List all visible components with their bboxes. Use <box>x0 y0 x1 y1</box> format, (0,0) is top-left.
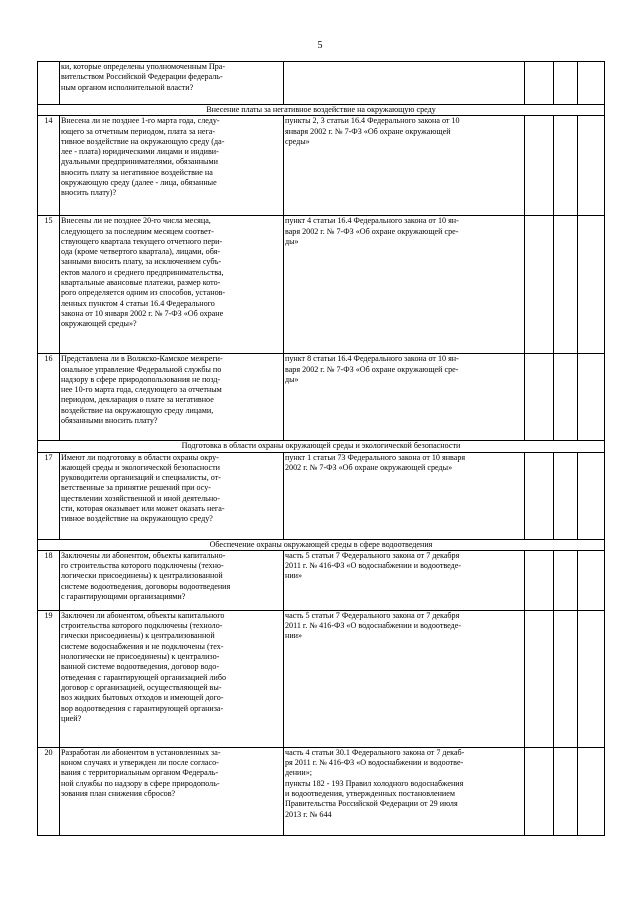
checklist-table <box>37 61 605 836</box>
section-header-row <box>38 539 605 550</box>
answer-no-cell <box>554 354 578 441</box>
answer-yes-cell <box>525 747 554 835</box>
answer-yes-cell <box>525 62 554 105</box>
answer-na-cell <box>578 354 605 441</box>
answer-no-cell <box>554 62 578 105</box>
answer-na-cell <box>578 216 605 354</box>
legal-reference: пункт 8 статьи 16.4 Федерального закона от 10 ян- варя 2002 г. № 7-ФЗ «Об охране окружающей сре- ды» <box>284 354 525 441</box>
section-title: Обеспечение охраны окружающей среды в сфере водоотведения <box>38 539 605 550</box>
requirement-question: Внесены ли не позднее 20-го числа месяца, следующего за последним месяцем соответ- ствующего квартала текущего отчетного пери- ода (кроме четвертого квартала), лицами, обя- занными вносить плату, за исключением субъ- ектов малого и среднего предпринимательства, квартальные авансовые платежи, размер кото- рого определяется одним из способов, установ- ленных пунктом 4 статьи 16.4 Федерального закона от 10 января 2002 г. № 7-ФЗ «Об охране окружающей среды»? <box>60 216 284 354</box>
answer-yes-cell <box>525 116 554 216</box>
item-number: 17 <box>38 452 60 539</box>
answer-no-cell <box>554 747 578 835</box>
requirement-question: Имеют ли подготовку в области охраны окру- жающей среды и экологической безопасности руководители организаций и специалисты, от- ветственные за принятие решений при осу- ществлении хозяйственной и иной деятельно- сти, которая оказывает или может оказать нега- тивное воздействие на окружающую среду? <box>60 452 284 539</box>
table-row <box>38 354 605 441</box>
answer-yes-cell <box>525 550 554 610</box>
item-number: 14 <box>38 116 60 216</box>
answer-no-cell <box>554 216 578 354</box>
section-header-row <box>38 441 605 452</box>
answer-na-cell <box>578 747 605 835</box>
requirement-question: Заключен ли абонентом, объекты капитального строительства которого подключены (техноло- гически присоединены) к централизованной системе водоснабжения и не подключены (тех- нологически не присоединены) к централизо- ванной системе водоотведения, договор водо- отведения с гарантирующей организацией либо договор с организацией, осуществляющей вы- воз жидких бытовых отходов и имеющей дого- вор водоотведения с гарантирующей организа- цией? <box>60 610 284 747</box>
item-number: 18 <box>38 550 60 610</box>
answer-na-cell <box>578 610 605 747</box>
section-title: Внесение платы за негативное воздействие на окружающую среду <box>38 105 605 116</box>
answer-no-cell <box>554 452 578 539</box>
item-number: 16 <box>38 354 60 441</box>
requirement-question: ки, которые определены уполномоченным Пра- вительством Российской Федерации федераль- ным органом исполнительной власти? <box>60 62 284 105</box>
legal-reference: часть 5 статьи 7 Федерального закона от 7 декабря 2011 г. № 416-ФЗ «О водоснабжении и водоотведе- нии» <box>284 610 525 747</box>
requirement-question: Представлена ли в Волжско-Камское межреги- ональное управление Федеральной службы по надзору в сфере природопользования не позд- нее 10-го марта года, следующего за отчетным периодом, декларация о плате за негативное воздействие на окружающую среду лицами, обязанными вносить плату? <box>60 354 284 441</box>
requirement-question: Заключены ли абонентом, объекты капитально- го строительства которого подключены (техно- логически присоединены) к централизованной системе водоотведения, договоры водоотведения с гарантирующими организациями? <box>60 550 284 610</box>
answer-no-cell <box>554 610 578 747</box>
legal-reference: пункты 2, 3 статьи 16.4 Федерального закона от 10 января 2002 г. № 7-ФЗ «Об охране окружающей среды» <box>284 116 525 216</box>
legal-reference <box>284 62 525 105</box>
answer-na-cell <box>578 116 605 216</box>
page-number: 5 <box>317 40 323 51</box>
table-row <box>38 452 605 539</box>
answer-na-cell <box>578 452 605 539</box>
answer-na-cell <box>578 550 605 610</box>
answer-yes-cell <box>525 216 554 354</box>
table-row <box>38 550 605 610</box>
answer-yes-cell <box>525 452 554 539</box>
legal-reference: часть 4 статьи 30.1 Федерального закона от 7 декаб- ря 2011 г. № 416-ФЗ «О водоснабжении и водоотве- дении»; пункты 182 - 193 Правил холодного водоснабжения и водоотведения, утвержденных постановлением Правительства Российской Федерации от 29 июля 2013 г. № 644 <box>284 747 525 835</box>
section-title: Подготовка в области охраны окружающей среды и экологической безопасности <box>38 441 605 452</box>
answer-yes-cell <box>525 354 554 441</box>
legal-reference: часть 5 статьи 7 Федерального закона от 7 декабря 2011 г. № 416-ФЗ «О водоснабжении и водоотведе- нии» <box>284 550 525 610</box>
answer-no-cell <box>554 116 578 216</box>
answer-na-cell <box>578 62 605 105</box>
legal-reference: пункт 1 статьи 73 Федерального закона от 10 января 2002 г. № 7-ФЗ «Об охране окружающей среды» <box>284 452 525 539</box>
item-number: 15 <box>38 216 60 354</box>
requirement-question: Внесена ли не позднее 1-го марта года, следу- ющего за отчетным периодом, плата за нега- тивное воздействие на окружающую среду (да- лее - плата) юридическими лицами и индиви- дуальными предпринимателями, обязанными вносить плату за негативное воздействие на окружающую среду (далее - лица, обязанные вносить плату)? <box>60 116 284 216</box>
answer-yes-cell <box>525 610 554 747</box>
legal-reference: пункт 4 статьи 16.4 Федерального закона от 10 ян- варя 2002 г. № 7-ФЗ «Об охране окружающей сре- ды» <box>284 216 525 354</box>
requirement-question: Разработан ли абонентом в установленных за- коном случаях и утвержден ли после согласо- вания с территориальным органом Федераль- ной службы по надзору в сфере природополь- зования план снижения сбросов? <box>60 747 284 835</box>
checklist-rows <box>38 62 605 836</box>
item-number: 19 <box>38 610 60 747</box>
table-row <box>38 116 605 216</box>
item-number <box>38 62 60 105</box>
table-row <box>38 610 605 747</box>
answer-no-cell <box>554 550 578 610</box>
item-number: 20 <box>38 747 60 835</box>
section-header-row <box>38 105 605 116</box>
table-row <box>38 747 605 835</box>
table-row <box>38 62 605 105</box>
table-row <box>38 216 605 354</box>
